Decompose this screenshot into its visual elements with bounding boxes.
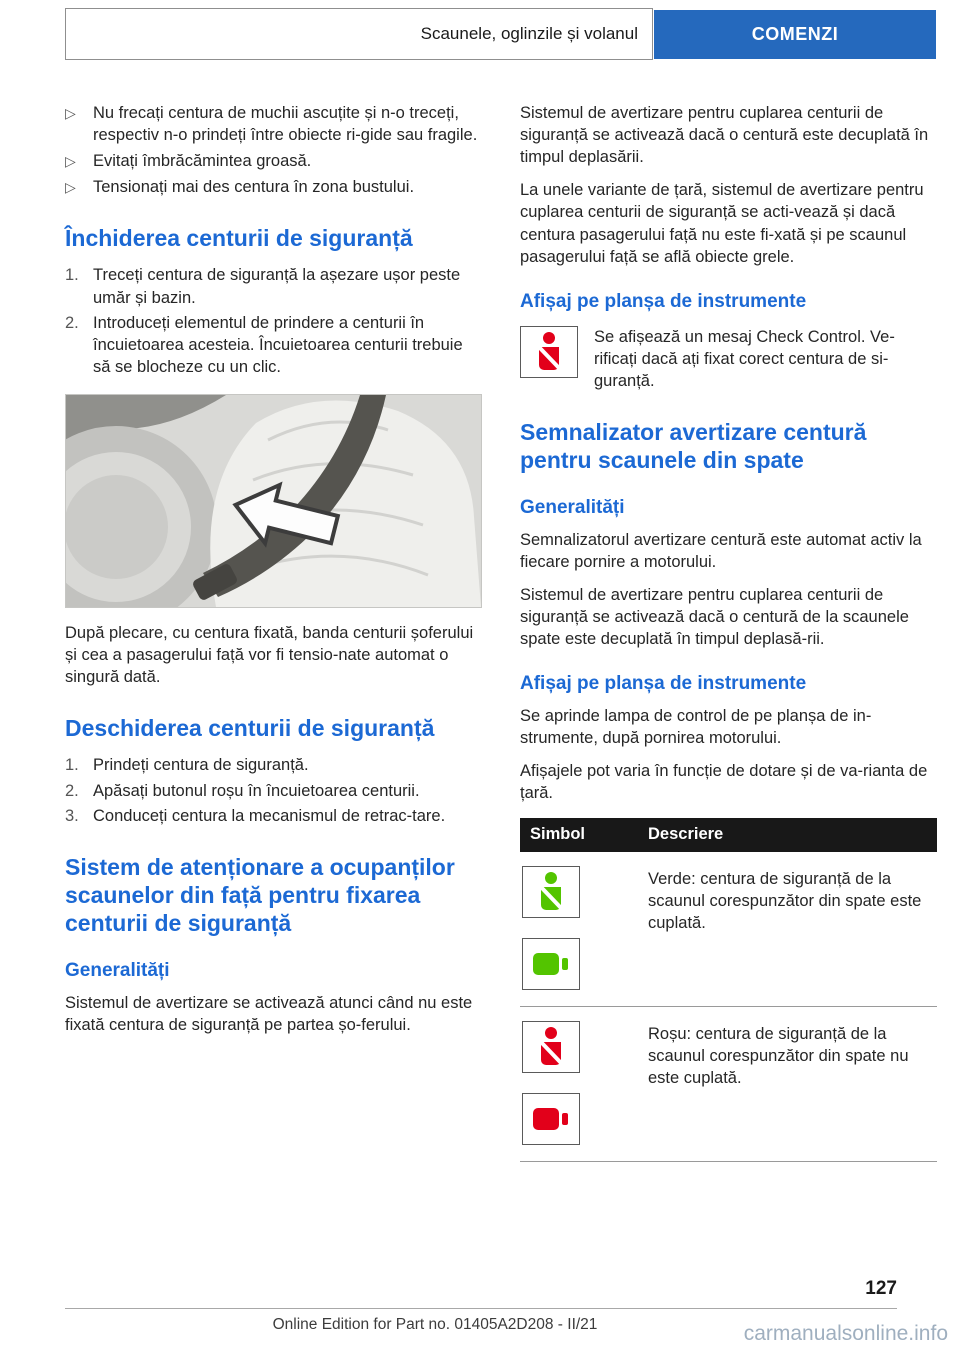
buckle-red-icon (522, 1093, 580, 1145)
paragraph: Semnalizatorul avertizare centură este automat activ la fiecare pornire a motorului. (520, 530, 922, 571)
subsection-heading-general: Generalități (520, 496, 625, 518)
seatbelt-fastened-green-glyph (534, 871, 568, 913)
edition-note: Online Edition for Part no. 01405A2D208 - II/21 (272, 1316, 598, 1333)
footer-divider (65, 1308, 897, 1309)
table-row-group-red (520, 1007, 937, 1162)
column-header-description: Descriere (648, 825, 724, 844)
seat-interior-illustration (66, 395, 481, 607)
numbered-step (65, 780, 482, 802)
triangle-bullet-icon: ▷ (65, 105, 76, 121)
list-item (65, 150, 482, 172)
paragraph: Sistemul de avertizare pentru cuplarea centurii de siguranță se activează dacă o centură este decuplată în timpul deplasării. (520, 104, 929, 167)
paragraph: Afișajele pot varia în funcție de dotare și de va-rianta de țară. (520, 762, 928, 803)
page-number: 127 (865, 1278, 897, 1299)
header-section-badge: COMENZI (654, 10, 936, 59)
seatbelt-unfastened-red-icon (522, 1021, 580, 1073)
step-number: 1. (65, 756, 79, 775)
description-cell: Verde: centura de siguranță de la scaunul corespunzător din spate este cuplată. (648, 869, 922, 933)
list-item (65, 176, 482, 198)
paragraph: La unele variante de țară, sistemul de avertizare pentru cuplarea centurii de siguranță se acti-vează și dacă centura pasagerului față nu este fi-xată și pe scaunul pasagerului față se află obiecte grele. (520, 181, 924, 266)
step-text: Conduceți centura la mecanismul de retrac-tare. (93, 806, 446, 825)
paragraph: Sistemul de avertizare se activează atunci când nu este fixată centura de siguranță pe partea șo-ferului. (65, 993, 473, 1034)
table-row-group-green (520, 852, 937, 1007)
bullet-text: Tensionați mai des centura în zona bustului. (93, 178, 415, 197)
section-heading-closing-belt: Închiderea centurii de siguranță (65, 225, 413, 252)
left-column (65, 100, 482, 1162)
seatbelt-fastened-green-icon (522, 866, 580, 918)
description-cell: Roșu: centura de siguranță de la scaunul corespunzător din spate nu este cuplată. (648, 1024, 909, 1088)
watermark-text: carmanualsonline.info (743, 1322, 948, 1345)
subsection-heading-instrument-display-rear: Afișaj pe planșa de instrumente (520, 673, 807, 695)
numbered-step (65, 264, 482, 308)
buckle-green-icon (522, 938, 580, 990)
seatbelt-warning-icon (520, 326, 578, 378)
numbered-step (65, 805, 482, 827)
triangle-bullet-icon: ▷ (65, 179, 76, 196)
list-item (65, 102, 482, 146)
symbol-cell (520, 1021, 648, 1145)
symbol-table (520, 818, 937, 1161)
section-heading-rear-belt-indicator: Semnalizator avertizare centură pentru scaunele din spate (520, 418, 867, 473)
seatbelt-photo (65, 394, 482, 608)
paragraph: Se aprinde lampa de control de pe planșa de in-strumente, după pornirea motorului. (520, 706, 872, 748)
symbol-table-header (520, 818, 937, 851)
section-heading-opening-belt: Deschiderea centurii de siguranță (65, 715, 435, 742)
check-control-text: Se afișează un mesaj Check Control. Ve-rificați dacă ați fixat corect centura de si-guranță. (594, 327, 895, 390)
paragraph: După plecare, cu centura fixată, banda centurii șoferului și cea a pasagerului față vor fi tensio-nate automat o singură dată. (65, 624, 474, 687)
check-control-callout (520, 326, 937, 392)
step-text: Apăsați butonul roșu în încuietoarea centurii. (93, 781, 420, 800)
step-number: 2. (65, 313, 79, 332)
numbered-step (65, 312, 482, 378)
section-heading-front-belt-reminder: Sistem de atenționare a ocupanților scaunelor din față pentru fixarea centurii de siguranță (65, 853, 455, 936)
step-number: 1. (65, 266, 79, 285)
step-number: 2. (65, 781, 79, 800)
header-chapter-title: Scaunele, oglinzile și volanul (420, 24, 638, 43)
numbered-step (65, 754, 482, 776)
step-text: Introduceți elementul de prindere a centurii în încuietoarea acesteia. Încuietoarea centurii trebuie să se blocheze cu un clic. (93, 313, 463, 376)
seatbelt-unfastened-red-glyph (534, 1026, 568, 1068)
column-header-symbol: Simbol (530, 825, 586, 844)
subsection-heading-general: Generalități (65, 959, 170, 981)
page-content (65, 100, 937, 1162)
triangle-bullet-icon: ▷ (65, 153, 76, 170)
buckle-green-glyph (531, 951, 571, 977)
header-chapter-box (65, 8, 653, 60)
bullet-text: Nu frecați centura de muchii ascuțite și n-o treceți, respectiv n-o prindeți între obiecte ri-gide sau fragile. (93, 104, 478, 145)
paragraph: Sistemul de avertizare pentru cuplarea centurii de siguranță se activează dacă o centură de la scaunele spate este decuplată în timpul deplasă-rii. (520, 585, 909, 649)
symbol-cell (520, 866, 648, 990)
step-number: 3. (65, 806, 79, 825)
seatbelt-warning-glyph (532, 331, 566, 373)
buckle-red-glyph (531, 1106, 571, 1132)
step-text: Treceți centura de siguranță la așezare ușor peste umăr și bazin. (93, 266, 461, 307)
step-text: Prindeți centura de siguranță. (93, 756, 309, 775)
bullet-text: Evitați îmbrăcămintea groasă. (93, 152, 312, 171)
right-column (520, 100, 937, 1162)
subsection-heading-instrument-display-front: Afișaj pe planșa de instrumente (520, 290, 807, 312)
